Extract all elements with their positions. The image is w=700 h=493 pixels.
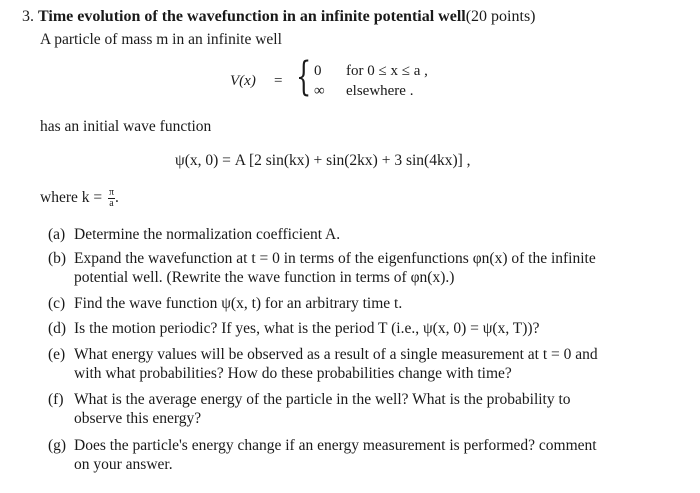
part-text: What is the average energy of the particle in the well? What is the probability to [74,391,571,408]
part-label: (f) [48,391,64,408]
potential-equals: = [274,73,283,89]
problem-points: (20 points) [465,8,536,25]
problem-intro: A particle of mass m in an infinite well [40,31,282,48]
part-text: Find the wave function ψ(x, t) for an arbitrary time t. [74,295,403,312]
part-text: What energy values will be observed as a result of a single measurement at t = 0 and [74,346,598,363]
part-text: Is the motion periodic? If yes, what is the period T (i.e., ψ(x, 0) = ψ(x, T))? [74,320,540,337]
where-text: where k = [40,189,106,207]
fraction-numerator: π [108,187,115,198]
part-text-continued: potential well. (Rewrite the wave function in terms of φn(x).) [74,269,455,286]
potential-condition-inside: for 0 ≤ x ≤ a , [346,63,428,79]
potential-value-outside: ∞ [314,83,325,99]
part-label: (e) [48,346,66,363]
potential-lhs: V(x) [230,73,256,89]
part-text: Expand the wavefunction at t = 0 in terms of the eigenfunctions φn(x) of the infinite [74,250,596,267]
where-k-definition [40,188,119,209]
part-text: Does the particle's energy change if an energy measurement is performed? comment [74,437,597,454]
part-label: (d) [48,320,67,337]
part-text: Determine the normalization coefficient A. [74,226,341,243]
part-text-continued: with what probabilities? How do these probabilities change with time? [74,365,512,382]
potential-brace: { [296,54,312,100]
problem-title: Time evolution of the wavefunction in an infinite potential well [38,8,466,25]
part-label: (b) [48,250,67,267]
fraction-denominator: a [109,198,114,209]
part-text-continued: observe this energy? [74,410,202,427]
problem-heading [22,8,536,26]
part-label: (g) [48,437,67,454]
problem-number: 3. [22,8,34,25]
initial-text: has an initial wave function [40,118,212,135]
part-label: (c) [48,295,66,312]
wavefunction-equation: ψ(x, 0) = A [2 sin(kx) + sin(2kx) + 3 sin(4kx)] , [175,152,471,169]
potential-equation [230,54,490,105]
part-label: (a) [48,226,66,243]
potential-condition-outside: elsewhere . [346,83,414,99]
part-text-continued: on your answer. [74,456,173,473]
k-fraction [108,188,115,209]
potential-value-inside: 0 [314,63,322,79]
where-end: . [115,189,119,207]
